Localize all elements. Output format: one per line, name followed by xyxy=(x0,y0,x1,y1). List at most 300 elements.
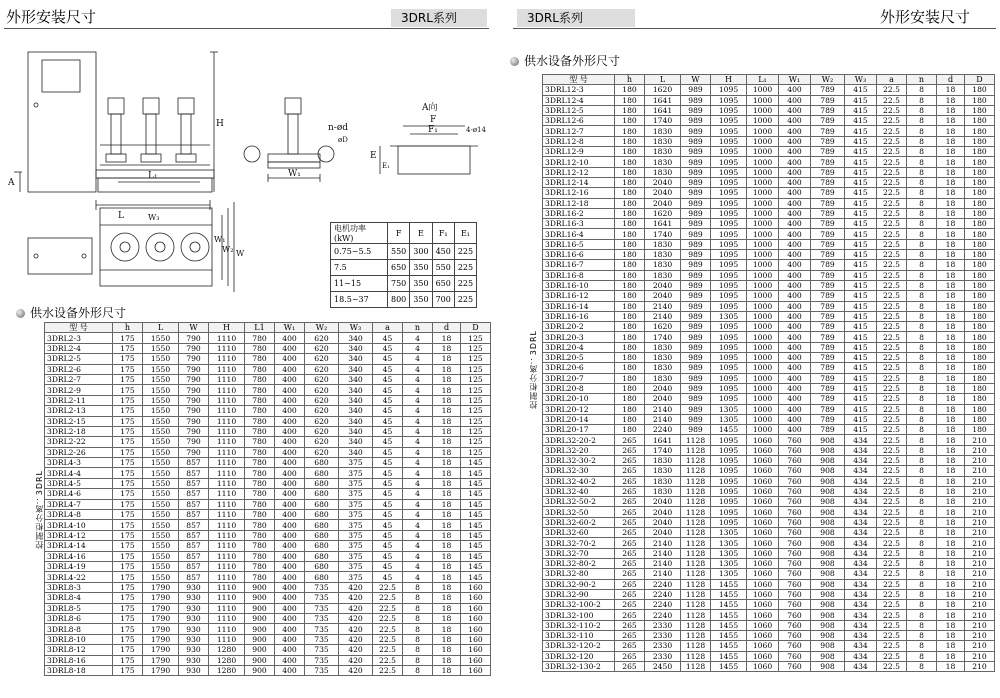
model-cell: 3DRL4-8 xyxy=(45,510,113,520)
value-cell: 989 xyxy=(681,177,711,187)
value-cell: 1550 xyxy=(143,426,179,436)
value-cell: 1830 xyxy=(645,373,681,383)
value-cell: 125 xyxy=(461,395,491,405)
value-cell: 1110 xyxy=(209,364,245,374)
value-cell: 789 xyxy=(811,373,845,383)
dim-view-a: A向 xyxy=(422,103,438,113)
column-header: 型 号 xyxy=(543,75,615,85)
value-cell: 160 xyxy=(461,665,491,675)
value-cell: 930 xyxy=(179,655,209,665)
value-cell: 1000 xyxy=(747,95,779,105)
value-cell: 434 xyxy=(845,528,877,538)
motor-cell: 350 xyxy=(410,276,432,292)
value-cell: 175 xyxy=(113,406,143,416)
value-cell: 760 xyxy=(779,589,811,599)
value-cell: 789 xyxy=(811,404,845,414)
value-cell: 18 xyxy=(433,530,461,540)
value-cell: 210 xyxy=(965,589,995,599)
value-cell: 400 xyxy=(779,394,811,404)
value-cell: 620 xyxy=(305,447,339,457)
value-cell: 210 xyxy=(965,476,995,486)
value-cell: 180 xyxy=(965,260,995,270)
value-cell: 8 xyxy=(907,280,937,290)
value-cell: 1000 xyxy=(747,177,779,187)
value-cell: 22.5 xyxy=(877,455,907,465)
motor-cell: 550 xyxy=(432,260,454,276)
left-series-tag: 3DRL系列 xyxy=(391,9,487,27)
value-cell: 45 xyxy=(373,364,403,374)
value-cell: 180 xyxy=(965,353,995,363)
table-row xyxy=(543,260,995,270)
value-cell: 180 xyxy=(965,157,995,167)
left-header-rule xyxy=(4,28,489,29)
value-cell: 1305 xyxy=(711,548,747,558)
value-cell: 18 xyxy=(937,322,965,332)
value-cell: 415 xyxy=(845,383,877,393)
value-cell: 1550 xyxy=(143,416,179,426)
motor-cell: 18.5~37 xyxy=(331,292,388,308)
value-cell: 1000 xyxy=(747,425,779,435)
value-cell: 18 xyxy=(937,342,965,352)
value-cell: 1790 xyxy=(143,624,179,634)
value-cell: 789 xyxy=(811,394,845,404)
value-cell: 908 xyxy=(811,610,845,620)
motor-cell: 225 xyxy=(454,292,476,308)
value-cell: 1455 xyxy=(711,620,747,630)
model-cell: 3DRL32-40 xyxy=(543,486,615,496)
value-cell: 18 xyxy=(937,497,965,507)
value-cell: 735 xyxy=(305,593,339,603)
value-cell: 375 xyxy=(339,468,373,478)
dim-f: F xyxy=(430,115,437,125)
value-cell: 1110 xyxy=(209,582,245,592)
value-cell: 18 xyxy=(937,476,965,486)
motor-cell: 700 xyxy=(432,292,454,308)
value-cell: 1095 xyxy=(711,517,747,527)
table-row xyxy=(45,478,491,488)
value-cell: 45 xyxy=(373,572,403,582)
value-cell: 434 xyxy=(845,538,877,548)
value-cell: 22.5 xyxy=(877,466,907,476)
value-cell: 18 xyxy=(433,665,461,675)
value-cell: 760 xyxy=(779,466,811,476)
value-cell: 415 xyxy=(845,291,877,301)
value-cell: 620 xyxy=(305,437,339,447)
value-cell: 340 xyxy=(339,437,373,447)
value-cell: 210 xyxy=(965,569,995,579)
value-cell: 400 xyxy=(275,655,305,665)
value-cell: 175 xyxy=(113,343,143,353)
value-cell: 125 xyxy=(461,447,491,457)
value-cell: 1095 xyxy=(711,126,747,136)
value-cell: 1110 xyxy=(209,541,245,551)
value-cell: 989 xyxy=(681,332,711,342)
value-cell: 160 xyxy=(461,582,491,592)
value-cell: 1830 xyxy=(645,270,681,280)
value-cell: 8 xyxy=(907,600,937,610)
value-cell: 18 xyxy=(937,126,965,136)
value-cell: 375 xyxy=(339,551,373,561)
value-cell: 400 xyxy=(779,425,811,435)
value-cell: 180 xyxy=(615,301,645,311)
column-header: a xyxy=(877,75,907,85)
value-cell: 680 xyxy=(305,499,339,509)
value-cell: 22.5 xyxy=(877,250,907,260)
value-cell: 1830 xyxy=(645,342,681,352)
value-cell: 1128 xyxy=(681,579,711,589)
table-row xyxy=(543,528,995,538)
value-cell: 989 xyxy=(681,394,711,404)
value-cell: 620 xyxy=(305,343,339,353)
value-cell: 375 xyxy=(339,458,373,468)
value-cell: 1095 xyxy=(711,435,747,445)
value-cell: 8 xyxy=(907,569,937,579)
value-cell: 1550 xyxy=(143,364,179,374)
value-cell: 400 xyxy=(779,147,811,157)
value-cell: 18 xyxy=(937,85,965,95)
value-cell: 1095 xyxy=(711,250,747,260)
value-cell: 400 xyxy=(779,208,811,218)
model-cell: 3DRL8-18 xyxy=(45,665,113,675)
value-cell: 4 xyxy=(403,437,433,447)
model-cell: 3DRL16-7 xyxy=(543,260,615,270)
value-cell: 22.5 xyxy=(877,383,907,393)
value-cell: 125 xyxy=(461,333,491,343)
model-cell: 3DRL16-2 xyxy=(543,208,615,218)
value-cell: 1110 xyxy=(209,343,245,353)
value-cell: 620 xyxy=(305,374,339,384)
value-cell: 180 xyxy=(615,229,645,239)
model-cell: 3DRL32-70-2 xyxy=(543,538,615,548)
value-cell: 22.5 xyxy=(877,301,907,311)
model-cell: 3DRL2-5 xyxy=(45,354,113,364)
value-cell: 125 xyxy=(461,385,491,395)
table-row xyxy=(45,530,491,540)
model-cell: 3DRL32-80-2 xyxy=(543,558,615,568)
value-cell: 22.5 xyxy=(877,404,907,414)
value-cell: 1095 xyxy=(711,85,747,95)
value-cell: 45 xyxy=(373,416,403,426)
value-cell: 400 xyxy=(275,406,305,416)
value-cell: 18 xyxy=(433,593,461,603)
value-cell: 265 xyxy=(615,476,645,486)
table-row xyxy=(45,520,491,530)
value-cell: 180 xyxy=(965,414,995,424)
value-cell: 1550 xyxy=(143,343,179,353)
value-cell: 400 xyxy=(275,530,305,540)
value-cell: 180 xyxy=(615,85,645,95)
model-cell: 3DRL12-3 xyxy=(543,85,615,95)
value-cell: 8 xyxy=(907,641,937,651)
value-cell: 400 xyxy=(779,322,811,332)
value-cell: 789 xyxy=(811,95,845,105)
value-cell: 1000 xyxy=(747,219,779,229)
value-cell: 1095 xyxy=(711,136,747,146)
value-cell: 930 xyxy=(179,593,209,603)
value-cell: 415 xyxy=(845,177,877,187)
value-cell: 22.5 xyxy=(877,445,907,455)
table-row xyxy=(543,661,995,671)
value-cell: 1060 xyxy=(747,497,779,507)
value-cell: 434 xyxy=(845,589,877,599)
value-cell: 908 xyxy=(811,517,845,527)
value-cell: 989 xyxy=(681,260,711,270)
value-cell: 780 xyxy=(245,395,275,405)
value-cell: 175 xyxy=(113,437,143,447)
value-cell: 2140 xyxy=(645,311,681,321)
value-cell: 415 xyxy=(845,188,877,198)
value-cell: 857 xyxy=(179,530,209,540)
value-cell: 1000 xyxy=(747,239,779,249)
value-cell: 45 xyxy=(373,541,403,551)
value-cell: 1790 xyxy=(143,603,179,613)
value-cell: 18 xyxy=(937,373,965,383)
value-cell: 45 xyxy=(373,406,403,416)
model-cell: 3DRL20-17 xyxy=(543,425,615,435)
table-row xyxy=(543,373,995,383)
value-cell: 8 xyxy=(907,394,937,404)
value-cell: 1280 xyxy=(209,665,245,675)
value-cell: 789 xyxy=(811,301,845,311)
value-cell: 434 xyxy=(845,455,877,465)
value-cell: 180 xyxy=(615,250,645,260)
value-cell: 22.5 xyxy=(877,476,907,486)
value-cell: 1000 xyxy=(747,260,779,270)
value-cell: 434 xyxy=(845,486,877,496)
value-cell: 8 xyxy=(907,373,937,383)
value-cell: 1000 xyxy=(747,373,779,383)
model-cell: 3DRL12-16 xyxy=(543,188,615,198)
value-cell: 1128 xyxy=(681,445,711,455)
dim-nd: n-ød xyxy=(328,123,349,133)
value-cell: 22.5 xyxy=(877,260,907,270)
value-cell: 989 xyxy=(681,167,711,177)
value-cell: 265 xyxy=(615,589,645,599)
value-cell: 125 xyxy=(461,416,491,426)
value-cell: 857 xyxy=(179,478,209,488)
value-cell: 400 xyxy=(275,333,305,343)
value-cell: 45 xyxy=(373,520,403,530)
value-cell: 8 xyxy=(907,239,937,249)
column-header: W₁ xyxy=(779,75,811,85)
value-cell: 1550 xyxy=(143,374,179,384)
value-cell: 1095 xyxy=(711,301,747,311)
value-cell: 145 xyxy=(461,520,491,530)
model-cell: 3DRL2-26 xyxy=(45,447,113,457)
model-cell: 3DRL4-5 xyxy=(45,478,113,488)
value-cell: 8 xyxy=(907,651,937,661)
value-cell: 2040 xyxy=(645,198,681,208)
value-cell: 18 xyxy=(937,486,965,496)
value-cell: 2040 xyxy=(645,507,681,517)
model-cell: 3DRL4-7 xyxy=(45,499,113,509)
value-cell: 210 xyxy=(965,455,995,465)
value-cell: 989 xyxy=(681,198,711,208)
model-cell: 3DRL16-16 xyxy=(543,311,615,321)
value-cell: 1060 xyxy=(747,579,779,589)
value-cell: 1000 xyxy=(747,322,779,332)
value-cell: 989 xyxy=(681,95,711,105)
dim-hole: 4-ø14 xyxy=(466,126,486,134)
model-cell: 3DRL16-6 xyxy=(543,250,615,260)
value-cell: 620 xyxy=(305,385,339,395)
model-cell: 3DRL20-10 xyxy=(543,394,615,404)
value-cell: 175 xyxy=(113,510,143,520)
value-cell: 434 xyxy=(845,641,877,651)
value-cell: 789 xyxy=(811,322,845,332)
value-cell: 18 xyxy=(937,414,965,424)
value-cell: 145 xyxy=(461,478,491,488)
value-cell: 180 xyxy=(965,229,995,239)
value-cell: 4 xyxy=(403,530,433,540)
value-cell: 400 xyxy=(779,332,811,342)
model-cell: 3DRL2-6 xyxy=(45,364,113,374)
dim-f1: F₁ xyxy=(428,125,438,135)
value-cell: 8 xyxy=(907,177,937,187)
value-cell: 1830 xyxy=(645,136,681,146)
value-cell: 790 xyxy=(179,416,209,426)
value-cell: 8 xyxy=(403,603,433,613)
column-header: H xyxy=(209,323,245,333)
table-row xyxy=(543,198,995,208)
model-cell: 3DRL4-19 xyxy=(45,561,113,571)
column-header: D xyxy=(461,323,491,333)
value-cell: 8 xyxy=(403,655,433,665)
value-cell: 22.5 xyxy=(877,569,907,579)
value-cell: 1000 xyxy=(747,208,779,218)
value-cell: 175 xyxy=(113,665,143,675)
value-cell: 22.5 xyxy=(373,593,403,603)
value-cell: 1550 xyxy=(143,354,179,364)
value-cell: 1830 xyxy=(645,476,681,486)
value-cell: 400 xyxy=(779,363,811,373)
value-cell: 400 xyxy=(779,270,811,280)
value-cell: 45 xyxy=(373,343,403,353)
value-cell: 780 xyxy=(245,478,275,488)
value-cell: 375 xyxy=(339,489,373,499)
value-cell: 789 xyxy=(811,383,845,393)
front-view xyxy=(14,52,218,210)
value-cell: 789 xyxy=(811,188,845,198)
value-cell: 400 xyxy=(779,157,811,167)
value-cell: 22.5 xyxy=(877,414,907,424)
table-row xyxy=(543,342,995,352)
value-cell: 18 xyxy=(433,520,461,530)
value-cell: 340 xyxy=(339,364,373,374)
value-cell: 760 xyxy=(779,435,811,445)
value-cell: 1000 xyxy=(747,311,779,321)
value-cell: 375 xyxy=(339,510,373,520)
table-row xyxy=(45,603,491,613)
value-cell: 1740 xyxy=(645,229,681,239)
value-cell: 1110 xyxy=(209,489,245,499)
value-cell: 145 xyxy=(461,561,491,571)
value-cell: 18 xyxy=(937,95,965,105)
left-spec-table xyxy=(44,322,491,676)
value-cell: 180 xyxy=(615,239,645,249)
value-cell: 400 xyxy=(779,95,811,105)
model-cell: 3DRL20-7 xyxy=(543,373,615,383)
value-cell: 8 xyxy=(907,219,937,229)
value-cell: 989 xyxy=(681,414,711,424)
value-cell: 18 xyxy=(433,572,461,582)
value-cell: 400 xyxy=(779,414,811,424)
value-cell: 908 xyxy=(811,641,845,651)
value-cell: 45 xyxy=(373,354,403,364)
value-cell: 1790 xyxy=(143,582,179,592)
value-cell: 1550 xyxy=(143,395,179,405)
table-row xyxy=(543,425,995,435)
table-row xyxy=(45,655,491,665)
value-cell: 680 xyxy=(305,541,339,551)
value-cell: 857 xyxy=(179,489,209,499)
value-cell: 4 xyxy=(403,458,433,468)
value-cell: 8 xyxy=(907,198,937,208)
value-cell: 1095 xyxy=(711,383,747,393)
value-cell: 908 xyxy=(811,548,845,558)
value-cell: 1550 xyxy=(143,333,179,343)
table-row xyxy=(543,569,995,579)
value-cell: 420 xyxy=(339,613,373,623)
motor-table-header: E₁ xyxy=(454,223,476,244)
value-cell: 790 xyxy=(179,364,209,374)
value-cell: 18 xyxy=(433,551,461,561)
value-cell: 22.5 xyxy=(877,291,907,301)
table-row xyxy=(45,624,491,634)
value-cell: 175 xyxy=(113,530,143,540)
value-cell: 180 xyxy=(615,363,645,373)
value-cell: 265 xyxy=(615,579,645,589)
table-row xyxy=(543,280,995,290)
value-cell: 18 xyxy=(937,394,965,404)
value-cell: 8 xyxy=(907,486,937,496)
value-cell: 22.5 xyxy=(877,322,907,332)
value-cell: 8 xyxy=(907,497,937,507)
value-cell: 265 xyxy=(615,528,645,538)
value-cell: 22.5 xyxy=(877,610,907,620)
value-cell: 415 xyxy=(845,404,877,414)
value-cell: 8 xyxy=(907,610,937,620)
value-cell: 340 xyxy=(339,385,373,395)
value-cell: 210 xyxy=(965,435,995,445)
value-cell: 18 xyxy=(433,395,461,405)
value-cell: 1095 xyxy=(711,229,747,239)
value-cell: 400 xyxy=(779,260,811,270)
value-cell: 989 xyxy=(681,208,711,218)
value-cell: 400 xyxy=(779,342,811,352)
value-cell: 340 xyxy=(339,354,373,364)
value-cell: 989 xyxy=(681,250,711,260)
value-cell: 900 xyxy=(245,582,275,592)
value-cell: 1000 xyxy=(747,270,779,280)
value-cell: 265 xyxy=(615,548,645,558)
value-cell: 908 xyxy=(811,589,845,599)
table-row xyxy=(543,229,995,239)
value-cell: 8 xyxy=(907,558,937,568)
value-cell: 400 xyxy=(275,489,305,499)
value-cell: 2140 xyxy=(645,569,681,579)
value-cell: 2140 xyxy=(645,548,681,558)
column-header: h xyxy=(615,75,645,85)
value-cell: 180 xyxy=(615,404,645,414)
value-cell: 22.5 xyxy=(877,353,907,363)
value-cell: 18 xyxy=(433,541,461,551)
value-cell: 180 xyxy=(965,85,995,95)
value-cell: 790 xyxy=(179,354,209,364)
value-cell: 180 xyxy=(615,342,645,352)
table-row xyxy=(543,353,995,363)
table-row xyxy=(543,466,995,476)
